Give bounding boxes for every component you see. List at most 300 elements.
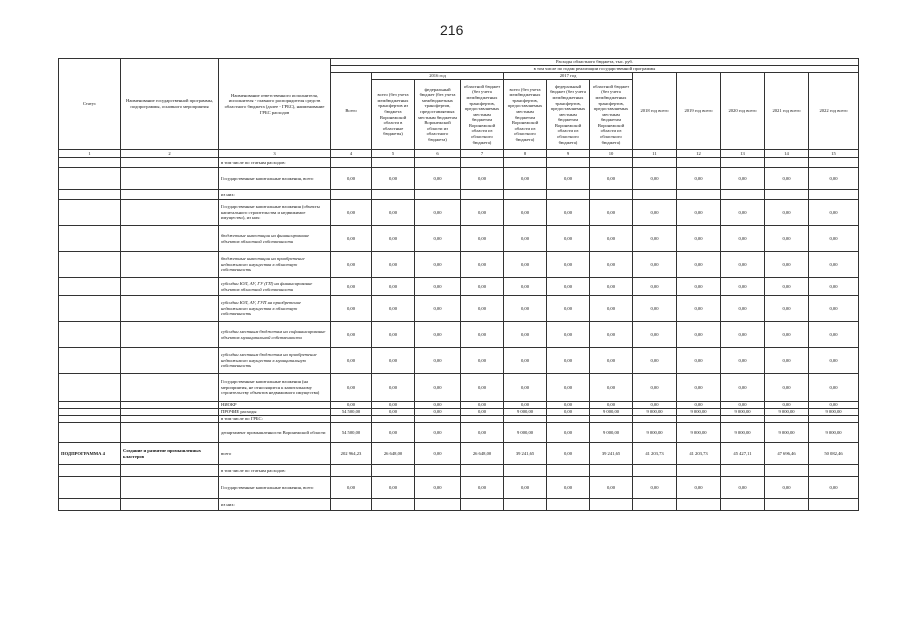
row-program-name: Создание и развитие промышленных кластеров — [121, 443, 219, 465]
row-value: 0,00 — [504, 168, 547, 190]
row-value — [677, 158, 721, 168]
table-row — [59, 200, 859, 226]
row-value: 0,00 — [677, 296, 721, 322]
row-value: 0,00 — [415, 226, 461, 252]
header-c8: всего (без учета межбюджетных трансфертов, предоставляемых местным бюджетам Воронежской области из областного бюджета) — [504, 80, 547, 150]
row-value: 0,00 — [765, 374, 809, 402]
row-status — [59, 348, 121, 374]
row-value: 0,00 — [721, 348, 765, 374]
header-c7: областной бюджет (без учета межбюджетных трансфертов, предоставляемых местным бюджетам Воронежской области из областного бюджета) — [461, 80, 504, 150]
row-status — [59, 278, 121, 296]
row-program-name — [121, 416, 219, 423]
row-value: 0,00 — [590, 348, 633, 374]
row-value: 0,00 — [809, 168, 859, 190]
row-value — [765, 499, 809, 511]
column-number-row — [59, 150, 859, 158]
row-description: в том числе по статьям расходов: — [219, 158, 331, 168]
row-value: 0,00 — [677, 374, 721, 402]
row-value: 0,00 — [372, 374, 415, 402]
row-value: 0,00 — [415, 200, 461, 226]
row-status — [59, 168, 121, 190]
row-value: 0,00 — [504, 477, 547, 499]
row-value: 0,00 — [547, 423, 590, 443]
row-program-name — [121, 348, 219, 374]
row-description: субсидии местным бюджетам на приобретение недвижимого имущества в муниципальную собственность — [219, 348, 331, 374]
table-row — [59, 423, 859, 443]
row-value — [721, 190, 765, 200]
row-value: 0,00 — [633, 374, 677, 402]
row-value: 0,00 — [372, 409, 415, 416]
row-program-name — [121, 499, 219, 511]
row-status — [59, 226, 121, 252]
row-value: 0,00 — [809, 374, 859, 402]
row-value: 0,00 — [721, 322, 765, 348]
row-description: Государственные капитальные вложения, всего — [219, 477, 331, 499]
col-num: 4 — [331, 150, 372, 158]
header-expenses-title: Расходы областного бюджета, тыс. руб. — [331, 59, 859, 66]
row-description: Государственные капитальные вложения (на мероприятия, не относящиеся к капитальному строительству объектов недвижимого имущества) — [219, 374, 331, 402]
row-description: из них: — [219, 190, 331, 200]
row-value — [372, 499, 415, 511]
row-value: 54 500,00 — [331, 423, 372, 443]
row-value: 9 000,00 — [809, 409, 859, 416]
row-value: 0,00 — [547, 278, 590, 296]
row-value — [677, 499, 721, 511]
row-value — [331, 465, 372, 477]
row-value — [461, 465, 504, 477]
row-value — [415, 499, 461, 511]
row-value: 0,00 — [331, 168, 372, 190]
row-value — [547, 465, 590, 477]
row-value: 0,00 — [372, 252, 415, 278]
row-value: 0,00 — [415, 423, 461, 443]
row-description: субсидии местным бюджетам на софинансирование объектов муниципальной собственности — [219, 322, 331, 348]
row-value: 0,00 — [415, 278, 461, 296]
row-value: 0,00 — [331, 296, 372, 322]
col-num: 12 — [677, 150, 721, 158]
row-value: 0,00 — [633, 348, 677, 374]
header-2018: 2018 год всего — [633, 73, 677, 150]
row-program-name — [121, 158, 219, 168]
row-value — [809, 465, 859, 477]
row-value — [809, 190, 859, 200]
row-value: 0,00 — [372, 200, 415, 226]
row-value — [809, 158, 859, 168]
row-value: 9 000,00 — [590, 409, 633, 416]
row-status — [59, 416, 121, 423]
row-value — [415, 158, 461, 168]
row-value: 0,00 — [809, 322, 859, 348]
row-value: 0,00 — [547, 409, 590, 416]
row-program-name — [121, 409, 219, 416]
row-value: 0,00 — [809, 296, 859, 322]
row-value: 41 203,73 — [677, 443, 721, 465]
row-status — [59, 423, 121, 443]
row-value: 0,00 — [765, 226, 809, 252]
row-value: 0,00 — [461, 409, 504, 416]
row-value: 0,00 — [547, 443, 590, 465]
row-value: 54 500,00 — [331, 409, 372, 416]
col-num: 15 — [809, 150, 859, 158]
row-value: 0,00 — [331, 348, 372, 374]
row-value: 0,00 — [765, 296, 809, 322]
row-value: 0,00 — [590, 168, 633, 190]
row-value — [677, 416, 721, 423]
table-row — [59, 168, 859, 190]
col-num: 7 — [461, 150, 504, 158]
row-value: 0,00 — [677, 168, 721, 190]
col-num: 6 — [415, 150, 461, 158]
col-num: 10 — [590, 150, 633, 158]
row-value: 0,00 — [721, 200, 765, 226]
row-value: 0,00 — [677, 477, 721, 499]
row-value — [372, 190, 415, 200]
row-value: 0,00 — [331, 322, 372, 348]
col-num: 1 — [59, 150, 121, 158]
header-status: Статус — [59, 59, 121, 150]
table-row — [59, 190, 859, 200]
row-value — [721, 158, 765, 168]
row-value — [331, 499, 372, 511]
row-value: 26 648,00 — [461, 443, 504, 465]
row-value: 0,00 — [547, 168, 590, 190]
row-value: 0,00 — [765, 322, 809, 348]
row-value: 202 964,23 — [331, 443, 372, 465]
row-value — [504, 465, 547, 477]
row-program-name — [121, 423, 219, 443]
header-2022: 2022 год всего — [809, 73, 859, 150]
table-row — [59, 252, 859, 278]
row-program-name — [121, 296, 219, 322]
row-value: 9 000,00 — [504, 423, 547, 443]
col-num: 8 — [504, 150, 547, 158]
header-c5: всего (без учета межбюджетных трансфертов из бюджета Воронежской области в областные бюджеты) — [372, 80, 415, 150]
col-num: 9 — [547, 150, 590, 158]
row-value: 9 000,00 — [721, 409, 765, 416]
row-value: 0,00 — [590, 226, 633, 252]
row-value — [547, 416, 590, 423]
table-row — [59, 158, 859, 168]
row-value — [633, 499, 677, 511]
row-value: 9 000,00 — [809, 423, 859, 443]
row-value: 0,00 — [590, 252, 633, 278]
row-value: 0,00 — [461, 423, 504, 443]
row-value: 0,00 — [633, 477, 677, 499]
row-value: 0,00 — [372, 168, 415, 190]
row-value — [331, 416, 372, 423]
row-value: 0,00 — [415, 409, 461, 416]
row-value: 39 241,65 — [504, 443, 547, 465]
table-row — [59, 416, 859, 423]
table-row — [59, 374, 859, 402]
header-2019: 2019 год всего — [677, 73, 721, 150]
table-row — [59, 226, 859, 252]
row-value: 9 000,00 — [504, 409, 547, 416]
row-value — [677, 190, 721, 200]
row-value: 0,00 — [765, 402, 809, 409]
row-description: департамент промышленности Воронежской области — [219, 423, 331, 443]
row-description: субсидии ЮЛ, АУ, ГУ (ГП) на финансирование объектов областной собственности — [219, 278, 331, 296]
col-num: 2 — [121, 150, 219, 158]
row-value: 0,00 — [633, 252, 677, 278]
row-value: 0,00 — [504, 296, 547, 322]
row-value — [547, 158, 590, 168]
row-value: 9 000,00 — [721, 423, 765, 443]
row-value — [721, 416, 765, 423]
row-value — [331, 158, 372, 168]
row-value: 9 000,00 — [677, 423, 721, 443]
table-row — [59, 402, 859, 409]
row-status — [59, 465, 121, 477]
row-value: 0,00 — [721, 226, 765, 252]
table-row — [59, 348, 859, 374]
row-value: 0,00 — [504, 278, 547, 296]
row-value: 0,00 — [809, 226, 859, 252]
row-value — [504, 499, 547, 511]
row-value — [721, 465, 765, 477]
row-value: 0,00 — [721, 252, 765, 278]
header-year-2016: 2016 год — [372, 73, 504, 80]
row-program-name — [121, 477, 219, 499]
header-c9: федеральный бюджет (без учета межбюджетных трансфертов, предоставляемых местным бюджетам Воронежской области из областного бюджета) — [547, 80, 590, 150]
row-value: 45 427,11 — [721, 443, 765, 465]
col-num: 3 — [219, 150, 331, 158]
row-value: 0,00 — [633, 168, 677, 190]
row-status — [59, 374, 121, 402]
table-row — [59, 443, 859, 465]
row-value: 0,00 — [415, 477, 461, 499]
row-value: 0,00 — [547, 402, 590, 409]
row-value — [461, 158, 504, 168]
row-value: 0,00 — [547, 252, 590, 278]
row-value: 0,00 — [721, 278, 765, 296]
row-value: 0,00 — [461, 402, 504, 409]
row-value — [765, 416, 809, 423]
row-value: 39 241,65 — [590, 443, 633, 465]
header-2021: 2021 год всего — [765, 73, 809, 150]
row-value: 0,00 — [331, 477, 372, 499]
row-value: 0,00 — [633, 278, 677, 296]
row-value: 9 000,00 — [765, 423, 809, 443]
row-value — [461, 499, 504, 511]
row-value: 0,00 — [547, 296, 590, 322]
row-value: 0,00 — [372, 322, 415, 348]
row-value: 9 000,00 — [633, 423, 677, 443]
row-value: 0,00 — [809, 278, 859, 296]
row-value: 0,00 — [765, 477, 809, 499]
row-value — [721, 499, 765, 511]
row-value: 0,00 — [372, 402, 415, 409]
header-executor: Наименование ответственного исполнителя, исполнителя - главного распорядителя средств областного бюджета (далее - ГРБС), наименование ГРБС расходов — [219, 59, 331, 150]
row-value — [331, 190, 372, 200]
row-value — [547, 190, 590, 200]
row-program-name — [121, 190, 219, 200]
row-value: 0,00 — [590, 402, 633, 409]
row-value — [677, 465, 721, 477]
row-value: 0,00 — [721, 374, 765, 402]
row-value: 0,00 — [809, 477, 859, 499]
row-value: 0,00 — [504, 348, 547, 374]
col-num: 5 — [372, 150, 415, 158]
row-value — [372, 465, 415, 477]
row-value: 9 000,00 — [590, 423, 633, 443]
row-status — [59, 200, 121, 226]
row-value: 0,00 — [461, 200, 504, 226]
row-value — [590, 190, 633, 200]
budget-table — [58, 58, 859, 511]
row-value: 0,00 — [590, 278, 633, 296]
row-value — [590, 499, 633, 511]
row-value — [809, 499, 859, 511]
header-c6: федеральный бюджет (без учета межбюджетных трансфертов, предоставляемых местным бюджетам Воронежской области из областного бюджета) — [415, 80, 461, 150]
row-value: 0,00 — [415, 252, 461, 278]
row-value — [809, 416, 859, 423]
row-program-name — [121, 168, 219, 190]
row-value: 0,00 — [590, 200, 633, 226]
row-value: 0,00 — [331, 402, 372, 409]
row-value — [765, 158, 809, 168]
row-value: 0,00 — [415, 402, 461, 409]
row-value: 0,00 — [461, 278, 504, 296]
row-value — [504, 416, 547, 423]
table-row — [59, 409, 859, 416]
row-value: 50 082,46 — [809, 443, 859, 465]
table-row — [59, 296, 859, 322]
row-value: 0,00 — [415, 168, 461, 190]
row-value: 9 000,00 — [765, 409, 809, 416]
header-year-2017: 2017 год — [504, 73, 633, 80]
row-description: субсидии ЮЛ, АУ, ГУП на приобретение недвижимого имущества в областную собственность — [219, 296, 331, 322]
row-value — [415, 190, 461, 200]
row-value: 0,00 — [677, 278, 721, 296]
row-value: 0,00 — [504, 226, 547, 252]
row-value: 0,00 — [809, 252, 859, 278]
row-value: 0,00 — [331, 252, 372, 278]
header-c10: областной бюджет (без учета межбюджетных трансфертов, предоставляемых местным бюджетам Воронежской области из областного бюджета) — [590, 80, 633, 150]
row-value: 0,00 — [461, 226, 504, 252]
row-value: 0,00 — [721, 402, 765, 409]
row-description: бюджетные инвестиции на финансирование объектов областной собственности — [219, 226, 331, 252]
row-value: 0,00 — [633, 200, 677, 226]
row-value — [633, 158, 677, 168]
row-value: 0,00 — [590, 374, 633, 402]
row-value: 0,00 — [765, 200, 809, 226]
row-value: 0,00 — [633, 226, 677, 252]
row-value: 0,00 — [372, 278, 415, 296]
row-status: ПОДПРОГРАММА 4 — [59, 443, 121, 465]
row-value — [633, 465, 677, 477]
row-value: 0,00 — [461, 348, 504, 374]
row-value: 0,00 — [809, 402, 859, 409]
row-value: 0,00 — [677, 252, 721, 278]
row-value: 0,00 — [331, 374, 372, 402]
row-description: бюджетные инвестиции на приобретение недвижимого имущества в областную собственность — [219, 252, 331, 278]
row-value: 0,00 — [372, 296, 415, 322]
header-program-name: Наименование государственной программы, подпрограммы, основного мероприятия — [121, 59, 219, 150]
row-value — [590, 158, 633, 168]
row-value — [504, 158, 547, 168]
row-program-name — [121, 252, 219, 278]
row-value — [415, 416, 461, 423]
row-value: 0,00 — [547, 477, 590, 499]
col-num: 13 — [721, 150, 765, 158]
row-value: 0,00 — [547, 226, 590, 252]
row-value: 0,00 — [677, 200, 721, 226]
row-value: 0,00 — [372, 226, 415, 252]
row-value: 0,00 — [415, 348, 461, 374]
row-value: 0,00 — [765, 348, 809, 374]
row-value: 0,00 — [809, 200, 859, 226]
row-value — [590, 465, 633, 477]
row-program-name — [121, 226, 219, 252]
row-description: из них: — [219, 499, 331, 511]
row-value: 0,00 — [721, 168, 765, 190]
row-value: 0,00 — [765, 252, 809, 278]
row-value: 26 648,00 — [372, 443, 415, 465]
table-body — [59, 158, 859, 511]
row-value: 9 000,00 — [677, 409, 721, 416]
row-program-name — [121, 278, 219, 296]
row-value: 0,00 — [590, 477, 633, 499]
row-value: 0,00 — [809, 348, 859, 374]
row-description: в том числе по статьям расходов: — [219, 465, 331, 477]
row-value — [590, 416, 633, 423]
row-program-name — [121, 200, 219, 226]
row-value: 0,00 — [765, 278, 809, 296]
row-description: НИОКР — [219, 402, 331, 409]
col-num: 14 — [765, 150, 809, 158]
row-status — [59, 322, 121, 348]
row-status — [59, 158, 121, 168]
row-status — [59, 190, 121, 200]
row-value: 0,00 — [372, 348, 415, 374]
row-value — [633, 416, 677, 423]
row-description: Государственные капитальные вложения, всего — [219, 168, 331, 190]
row-status — [59, 402, 121, 409]
row-value: 0,00 — [461, 322, 504, 348]
row-description: всего — [219, 443, 331, 465]
row-status — [59, 499, 121, 511]
row-value: 0,00 — [721, 477, 765, 499]
row-status — [59, 409, 121, 416]
col-num: 11 — [633, 150, 677, 158]
row-value: 0,00 — [547, 322, 590, 348]
row-value: 0,00 — [547, 200, 590, 226]
row-description: в том числе по ГРБС: — [219, 416, 331, 423]
row-value — [633, 190, 677, 200]
row-value: 0,00 — [547, 348, 590, 374]
row-value: 0,00 — [633, 402, 677, 409]
row-program-name — [121, 322, 219, 348]
row-value: 0,00 — [504, 200, 547, 226]
row-value: 0,00 — [461, 296, 504, 322]
row-value — [765, 465, 809, 477]
row-value — [547, 499, 590, 511]
row-value: 0,00 — [461, 477, 504, 499]
header-total: Всего — [331, 73, 372, 150]
row-value: 0,00 — [504, 374, 547, 402]
row-value: 0,00 — [677, 348, 721, 374]
row-description: Государственные капитальные вложения (объекты капитального строительства и недвижимое имущество), из них: — [219, 200, 331, 226]
row-value: 0,00 — [504, 322, 547, 348]
row-value: 41 203,73 — [633, 443, 677, 465]
row-value: 0,00 — [461, 168, 504, 190]
row-value — [372, 158, 415, 168]
row-program-name — [121, 465, 219, 477]
row-value — [372, 416, 415, 423]
row-value: 0,00 — [504, 402, 547, 409]
row-status — [59, 477, 121, 499]
